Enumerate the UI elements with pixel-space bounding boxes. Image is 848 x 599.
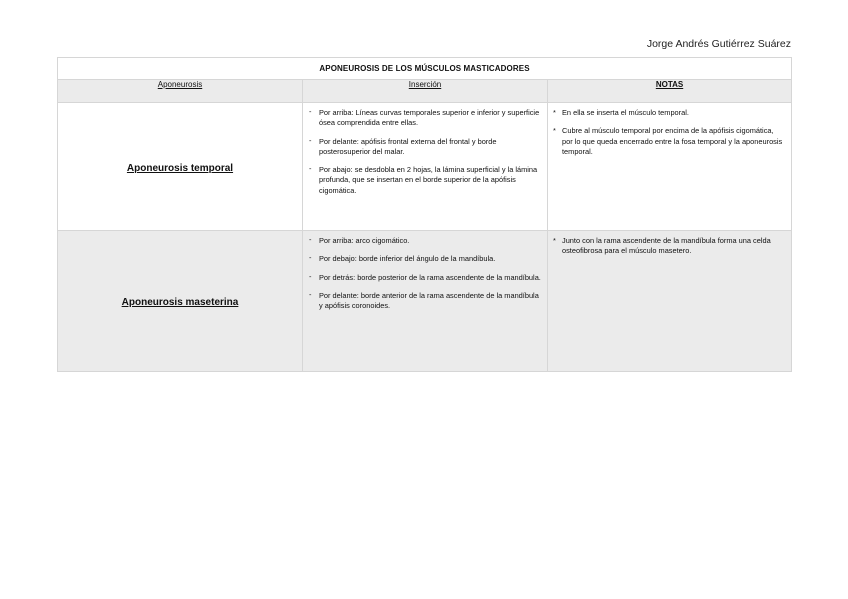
header-notas-label: NOTAS	[655, 80, 684, 89]
insercion-item: - Por debajo: borde inferior del ángulo de la mandíbula.	[309, 254, 541, 264]
table-title: APONEUROSIS DE LOS MÚSCULOS MASTICADORES	[58, 58, 792, 80]
header-insercion	[303, 80, 548, 103]
header-insercion-label: Inserción	[408, 80, 442, 89]
insercion-item: - Por delante: apófisis frontal externa del frontal y borde posterosuperior del malar.	[309, 137, 541, 158]
notas-cell	[548, 231, 792, 372]
table-row	[58, 231, 792, 372]
insercion-item: - Por detrás: borde posterior de la rama ascendente de la mandíbula.	[309, 273, 541, 283]
nota-item: * Cubre al músculo temporal por encima de la apófisis cigomática, por lo que queda encerrado entre la fosa temporal y la aponeurosis temporal.	[553, 126, 785, 157]
insercion-item: - Por arriba: Líneas curvas temporales superior e inferior y superficie ósea comprendida entre ellas.	[309, 108, 541, 129]
insercion-cell	[303, 103, 548, 231]
notas-cell	[548, 103, 792, 231]
row-name: Aponeurosis temporal	[126, 162, 234, 174]
header-aponeurosis	[58, 80, 303, 103]
insercion-item: - Por arriba: arco cigomático.	[309, 236, 541, 246]
insercion-item: - Por abajo: se desdobla en 2 hojas, la lámina superficial y la lámina profunda, que se insertan en el borde superior de la apófisis cigomática.	[309, 165, 541, 196]
header-aponeurosis-label: Aponeurosis	[157, 80, 203, 89]
insercion-item: - Por delante: borde anterior de la rama ascendente de la mandíbula y apófisis coronoides.	[309, 291, 541, 312]
row-name-cell	[58, 231, 303, 372]
masticatory-aponeurosis-table	[57, 57, 792, 372]
row-name: Aponeurosis maseterina	[121, 297, 239, 308]
author-name: Jorge Andrés Gutiérrez Suárez	[646, 38, 791, 50]
nota-item: * Junto con la rama ascendente de la mandíbula forma una celda osteofibrosa para el músculo masetero.	[553, 236, 785, 257]
insercion-cell	[303, 231, 548, 372]
row-name-cell	[58, 103, 303, 231]
table-row	[58, 103, 792, 231]
header-row	[58, 80, 792, 103]
header-notas	[548, 80, 792, 103]
nota-item: * En ella se inserta el músculo temporal.	[553, 108, 785, 118]
